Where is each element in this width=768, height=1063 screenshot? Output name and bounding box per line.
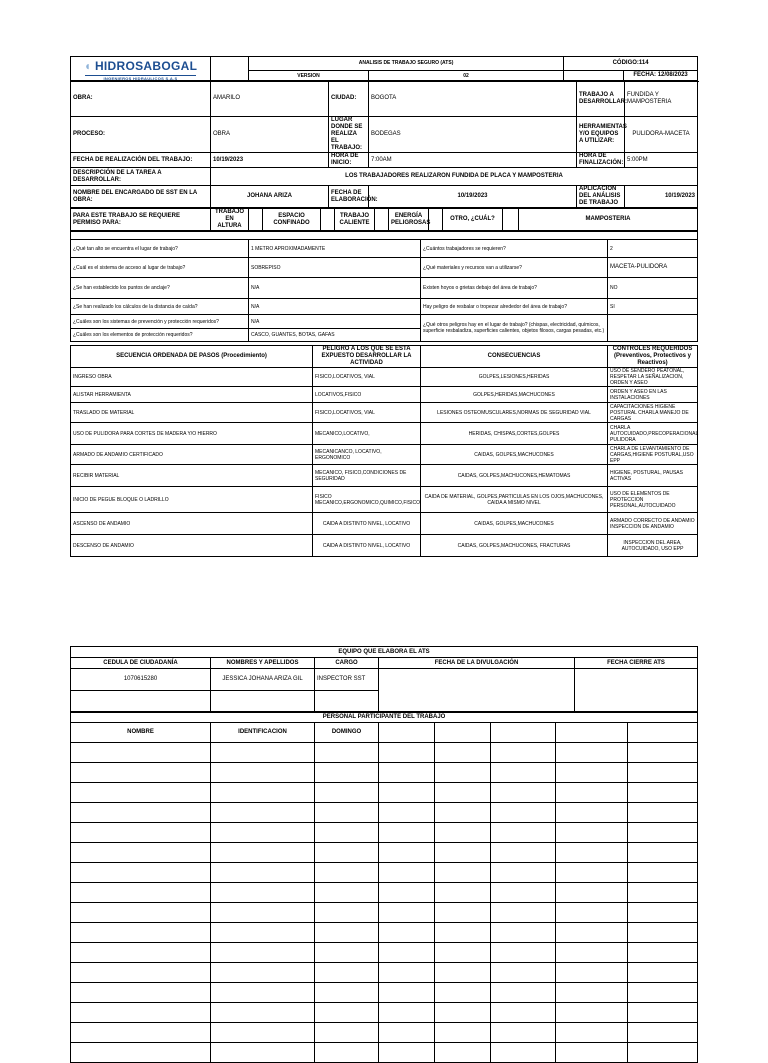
permiso-confinado: ESPACIO CONFINADO — [263, 209, 321, 231]
personal-cell[interactable] — [71, 883, 211, 903]
personal-cell[interactable] — [315, 983, 379, 1003]
personal-cell[interactable] — [379, 983, 435, 1003]
personal-cell[interactable] — [491, 983, 556, 1003]
personal-cell[interactable] — [71, 1023, 211, 1043]
personal-cell[interactable] — [71, 1003, 211, 1023]
personal-cell[interactable] — [628, 863, 698, 883]
personal-cell[interactable] — [379, 783, 435, 803]
personal-cell[interactable] — [628, 923, 698, 943]
step-control: CAPACITACIONES HIGIENE POSTURAL CHARLA MANEJO DE CARGAS — [608, 403, 698, 423]
personal-cell[interactable] — [491, 863, 556, 883]
personal-cell[interactable] — [628, 1003, 698, 1023]
step-row — [71, 513, 698, 535]
personal-cell[interactable] — [491, 963, 556, 983]
personal-cell[interactable] — [211, 743, 315, 763]
personal-cell[interactable] — [315, 763, 379, 783]
fecha-realizacion-label: FECHA DE REALIZACIÓN DEL TRABAJO: — [71, 153, 211, 168]
steps-header-peligro: PELIGRO A LOS QUE SE ESTA EXPUESTO DESARROLLAR LA ACTIVIDAD — [313, 346, 421, 368]
fecha-realizacion-value: 10/19/2023 — [211, 153, 329, 168]
personal-cell[interactable] — [211, 843, 315, 863]
permiso-confinado-checkbox[interactable] — [321, 209, 335, 231]
step-control: CHARLA AUTOCUIDADO,PRECOPERACIONAL PULIDORA — [608, 423, 698, 445]
question-text: ¿Cuántos trabajadores se requieren? — [421, 240, 608, 258]
personal-cell[interactable] — [556, 1003, 628, 1023]
hora-fin-value: 5:00PM — [625, 153, 698, 168]
encargado-value: JOHANA ARIZA — [211, 186, 329, 208]
step-control: ARMADO CORRECTO DE ANDAMIO INSPECCION DE ANDAMIO — [608, 513, 698, 535]
question-text: ¿Se han realizado los cálculos de la distancia de caída? — [71, 299, 249, 315]
personal-cell[interactable] — [435, 1003, 491, 1023]
steps-header-secuencia: SECUENCIA ORDENADA DE PASOS (Procedimiento) — [71, 346, 313, 368]
personal-cell[interactable] — [435, 923, 491, 943]
question-text: Hay peligro de resbalar o tropezar alrededor del área de trabajo? — [421, 299, 608, 315]
personal-cell[interactable] — [211, 1003, 315, 1023]
step-consecuencia: CAIDAS, GOLPES,MACHUCONES — [421, 445, 608, 465]
personal-cell[interactable] — [71, 763, 211, 783]
team-header-cedula: CEDULA DE CIUDADANÍA — [71, 658, 211, 669]
answer-text: SOBREPISO — [249, 258, 421, 278]
step-consecuencia: CAIDAS, GOLPES,MACHUCONES, FRACTURAS — [421, 535, 608, 557]
step-paso: ASCENSO DE ANDAMIO — [71, 513, 313, 535]
permiso-label: PARA ESTE TRABAJO SE REQUIERE PERMISO PARA: — [71, 209, 211, 231]
personal-cell[interactable] — [71, 943, 211, 963]
personal-cell[interactable] — [491, 883, 556, 903]
personal-cell[interactable] — [435, 803, 491, 823]
personal-cell[interactable] — [556, 903, 628, 923]
proceso-label: PROCESO: — [71, 117, 211, 153]
personal-cell[interactable] — [315, 963, 379, 983]
personal-cell[interactable] — [435, 1023, 491, 1043]
personal-cell[interactable] — [491, 1003, 556, 1023]
personal-cell[interactable] — [315, 943, 379, 963]
step-control: ORDEN Y ASEO EN LAS INSTALACIONES — [608, 387, 698, 403]
step-peligro: MECANICO, FISICO,CONDICIONES DE SEGURIDAD — [313, 465, 421, 487]
personal-cell[interactable] — [435, 963, 491, 983]
personal-cell[interactable] — [379, 803, 435, 823]
personal-cell[interactable] — [491, 903, 556, 923]
question-text: ¿Cuáles son los elementos de protección requeridos? — [71, 329, 249, 342]
personal-cell[interactable] — [211, 903, 315, 923]
personal-row — [71, 763, 698, 783]
step-control: CHARLA DE LEVANTAMIENTO DE CARGAS,HIGIENE POSTURAL,USO EPP — [608, 445, 698, 465]
answer-text: 2 — [608, 240, 698, 258]
personal-cell[interactable] — [491, 943, 556, 963]
personal-row — [71, 1043, 698, 1063]
document-date: FECHA: 12/08/2023 — [624, 70, 698, 81]
personal-cell[interactable] — [491, 1043, 556, 1063]
personal-cell[interactable] — [211, 823, 315, 843]
step-consecuencia: HERIDAS, CHISPAS,CORTES,GOLPES — [421, 423, 608, 445]
personal-cell[interactable] — [556, 743, 628, 763]
proceso-value: OBRA — [211, 117, 329, 153]
personal-row — [71, 903, 698, 923]
obra-value: AMARILO — [211, 81, 329, 117]
personal-cell[interactable] — [435, 943, 491, 963]
personal-cell[interactable] — [556, 803, 628, 823]
personal-row — [71, 863, 698, 883]
question-text: Existen hoyos o grietas debajo del área de trabajo? — [421, 278, 608, 299]
document-title: ANALISIS DE TRABAJO SEGURO (ATS) — [249, 57, 564, 71]
document-code: CÓDIGO:114 — [564, 57, 698, 71]
step-paso: TRASLADO DE MATERIAL — [71, 403, 313, 423]
team-header-cargo: CARGO — [315, 658, 379, 669]
descripcion-value: LOS TRABAJADORES REALIZARON FUNDIDA DE PLACA Y MAMPOSTERIA — [211, 168, 698, 186]
step-row — [71, 487, 698, 513]
step-row — [71, 535, 698, 557]
step-paso: USO DE PULIDORA PARA CORTES DE MADERA Y/O HIERRO — [71, 423, 313, 445]
personal-cell[interactable] — [556, 943, 628, 963]
aplicacion-value: 10/19/2023 — [625, 186, 698, 208]
personal-cell[interactable] — [435, 883, 491, 903]
personal-row — [71, 1023, 698, 1043]
personal-cell[interactable] — [556, 843, 628, 863]
version-value: 02 — [369, 70, 564, 81]
personal-cell[interactable] — [71, 963, 211, 983]
answer-text: CASCO, GUANTES, BOTAS, GAFAS — [249, 329, 421, 342]
personal-cell[interactable] — [628, 783, 698, 803]
step-consecuencia: CAIDAS, GOLPES,MACHUCONES — [421, 513, 608, 535]
personal-cell[interactable] — [211, 983, 315, 1003]
personal-cell[interactable] — [556, 983, 628, 1003]
personal-cell[interactable] — [628, 823, 698, 843]
step-peligro: LOCATIVOS,FISICO — [313, 387, 421, 403]
personal-cell[interactable] — [628, 983, 698, 1003]
step-peligro: CAIDA A DISTINTO NIVEL, LOCATIVO — [313, 513, 421, 535]
question-text: ¿Cuál es el sistema de acceso al lugar de trabajo? — [71, 258, 249, 278]
personal-cell[interactable] — [71, 923, 211, 943]
personal-cell[interactable] — [379, 963, 435, 983]
personal-cell[interactable] — [491, 743, 556, 763]
personal-cell[interactable] — [556, 883, 628, 903]
personal-cell[interactable] — [379, 1043, 435, 1063]
personal-cell[interactable] — [628, 1043, 698, 1063]
personal-cell[interactable] — [435, 1043, 491, 1063]
answer-text: MACETA-PULIDORA — [608, 258, 698, 278]
personal-cell[interactable] — [379, 883, 435, 903]
personal-row — [71, 883, 698, 903]
team-table — [70, 646, 698, 713]
personal-cell[interactable] — [556, 1043, 628, 1063]
personal-cell[interactable] — [379, 943, 435, 963]
permiso-altura: TRABAJO EN ALTURA — [211, 209, 249, 231]
personal-cell[interactable] — [491, 803, 556, 823]
personal-cell[interactable] — [435, 743, 491, 763]
step-row — [71, 368, 698, 387]
personal-cell[interactable] — [71, 783, 211, 803]
permiso-cual-value: MAMPOSTERIA — [519, 209, 698, 231]
step-consecuencia: GOLPES,LESIONES,HERIDAS — [421, 368, 608, 387]
personal-cell[interactable] — [556, 823, 628, 843]
personal-cell[interactable] — [71, 983, 211, 1003]
personal-cell[interactable] — [315, 783, 379, 803]
step-row — [71, 403, 698, 423]
answer-text: SI — [608, 299, 698, 315]
personal-row — [71, 843, 698, 863]
answer-text: N/A — [249, 278, 421, 299]
questions-table — [70, 231, 698, 342]
personal-cell[interactable] — [211, 963, 315, 983]
personal-cell[interactable] — [628, 963, 698, 983]
personal-cell[interactable] — [556, 1023, 628, 1043]
personal-cell[interactable] — [315, 823, 379, 843]
personal-rows — [71, 743, 698, 1063]
team-header-nombres: NOMBRES Y APELLIDOS — [211, 658, 315, 669]
team-row — [71, 669, 698, 691]
personal-cell[interactable] — [435, 763, 491, 783]
step-control: HIGIENE, POSTURAL, PAUSAS ACTIVAS — [608, 465, 698, 487]
steps-header-controles: CONTROLES REQUERIDOS (Preventivos, Protectivos y Reactivos) — [608, 346, 698, 368]
herramientas-value: PULIDORA-MACETA — [625, 117, 698, 153]
personal-cell[interactable] — [628, 1023, 698, 1043]
step-row — [71, 445, 698, 465]
trabajo-value: FUNDIDA Y MAMPOSTERIA — [625, 81, 698, 117]
step-paso: ARMADO DE ANDAMIO CERTIFICADO — [71, 445, 313, 465]
obra-label: OBRA: — [71, 81, 211, 117]
personal-cell[interactable] — [628, 943, 698, 963]
personal-cell[interactable] — [315, 803, 379, 823]
step-consecuencia: CAIDAS, GOLPES,MACHUCONES,HEMATOMAS — [421, 465, 608, 487]
personal-cell[interactable] — [315, 1043, 379, 1063]
step-peligro: MECANICANCO, LOCATIVO, ERGONOMICO — [313, 445, 421, 465]
answer-text: N/A — [249, 299, 421, 315]
question-row — [71, 315, 698, 329]
personal-cell[interactable] — [491, 823, 556, 843]
personal-cell[interactable] — [491, 843, 556, 863]
personal-cell[interactable] — [71, 803, 211, 823]
steps-header-consecuencias: CONSECUENCIAS — [421, 346, 608, 368]
personal-cell[interactable] — [379, 843, 435, 863]
personal-cell[interactable] — [211, 1043, 315, 1063]
personal-cell[interactable] — [379, 743, 435, 763]
step-peligro: MECANICO,LOCATIVO, — [313, 423, 421, 445]
personal-row — [71, 983, 698, 1003]
personal-cell[interactable] — [556, 783, 628, 803]
personal-cell[interactable] — [628, 743, 698, 763]
personal-cell[interactable] — [315, 1003, 379, 1023]
step-paso: INICIO DE PEGUE BLOQUE O LADRILLO — [71, 487, 313, 513]
step-paso: INGRESO OBRA — [71, 368, 313, 387]
personal-cell[interactable] — [315, 863, 379, 883]
personal-cell[interactable] — [628, 903, 698, 923]
team-cargo: INSPECTOR SST — [315, 669, 379, 691]
answer-text: NO — [608, 278, 698, 299]
question-row — [71, 299, 698, 315]
team-cedula: 1070615280 — [71, 669, 211, 691]
trabajo-label: TRABAJO A DESARROLLAR: — [577, 81, 625, 117]
permisos-table — [70, 208, 698, 231]
ciudad-value: BOGOTA — [369, 81, 577, 117]
team-nombre: JESSICA JOHANA ARIZA GIL — [211, 669, 315, 691]
personal-cell[interactable] — [379, 823, 435, 843]
permiso-energia-checkbox[interactable] — [429, 209, 443, 231]
permiso-energia: ENERGÍA PELIGROSAS — [389, 209, 429, 231]
personal-cell[interactable] — [379, 903, 435, 923]
team-header-fecha-cierre: FECHA CIERRE ATS — [575, 658, 698, 669]
step-paso: RECIBIR MATERIAL — [71, 465, 313, 487]
personal-header-nombre: NOMBRE — [71, 723, 211, 743]
personal-row — [71, 823, 698, 843]
personal-row — [71, 943, 698, 963]
personal-row — [71, 743, 698, 763]
fecha-elaboracion-value: 10/19/2023 — [369, 186, 577, 208]
personal-cell[interactable] — [379, 923, 435, 943]
step-control: USO DE ELEMENTOS DE PROTECCION PERSONAL,AUTOCUIDADO — [608, 487, 698, 513]
permiso-otro: OTRO, ¿CUÁL? — [443, 209, 503, 231]
personal-cell[interactable] — [435, 843, 491, 863]
question-row — [71, 278, 698, 299]
personal-cell[interactable] — [71, 903, 211, 923]
permiso-altura-checkbox[interactable] — [249, 209, 263, 231]
step-consecuencia: GOLPES,HERIDAS,MACHUCONES — [421, 387, 608, 403]
personal-cell[interactable] — [315, 903, 379, 923]
step-consecuencia: LESIONES OSTEOMUSCULARES,NORMAS DE SEGURIDAD VIAL — [421, 403, 608, 423]
ciudad-label: CIUDAD: — [329, 81, 369, 117]
hora-inicio-label: HORA DE INICIO: — [329, 153, 369, 168]
step-paso: ALISTAR HERRAMIENTA — [71, 387, 313, 403]
personal-cell[interactable] — [491, 763, 556, 783]
answer-text: N/A — [249, 315, 421, 329]
personal-cell[interactable] — [71, 863, 211, 883]
question-text: ¿Qué otros peligros hay en el lugar de trabajo? (chispas, electricidad, químicos, superficie resbaladiza, superficies calientes, objetos filosos, cargas pesadas, etc.) — [421, 315, 608, 342]
question-text: ¿Qué tan alto se encuentra el lugar de trabajo? — [71, 240, 249, 258]
personal-cell[interactable] — [491, 1023, 556, 1043]
descripcion-label: DESCRIPCIÓN DE LA TAREA A DESARROLLAR: — [71, 168, 211, 186]
personal-cell[interactable] — [435, 823, 491, 843]
step-paso: DESCENSO DE ANDAMIO — [71, 535, 313, 557]
personal-cell[interactable] — [211, 923, 315, 943]
personal-cell[interactable] — [628, 763, 698, 783]
lugar-value: BODEGAS — [369, 117, 577, 153]
personal-title: PERSONAL PARTICIPANTE DEL TRABAJO — [71, 712, 698, 723]
personal-cell[interactable] — [71, 743, 211, 763]
personal-cell[interactable] — [71, 843, 211, 863]
permiso-caliente: TRABAJO CALIENTE — [335, 209, 375, 231]
personal-cell[interactable] — [435, 863, 491, 883]
personal-cell[interactable] — [211, 863, 315, 883]
answer-text — [608, 315, 698, 342]
question-text: ¿Qué materiales y recursos van a utilizarse? — [421, 258, 608, 278]
personal-cell[interactable] — [556, 963, 628, 983]
hora-fin-label: HORA DE FINALIZACIÓN: — [577, 153, 625, 168]
personal-cell[interactable] — [211, 783, 315, 803]
aplicacion-label: APLICACION DEL ANÁLISIS DE TRABAJO — [577, 186, 625, 208]
personal-cell[interactable] — [211, 943, 315, 963]
personal-header-identificacion: IDENTIFICACION — [211, 723, 315, 743]
personal-cell[interactable] — [435, 783, 491, 803]
step-peligro: FISICO,LOCATIVOS, VIAL — [313, 368, 421, 387]
personal-cell[interactable] — [211, 803, 315, 823]
question-row — [71, 240, 698, 258]
step-row — [71, 387, 698, 403]
step-peligro: FISICO,LOCATIVOS, VIAL — [313, 403, 421, 423]
ats-info-table — [70, 80, 698, 208]
lugar-label: LUGAR DONDE SE REALIZA EL TRABAJO: — [329, 117, 369, 153]
personal-cell[interactable] — [379, 863, 435, 883]
personal-cell[interactable] — [315, 883, 379, 903]
personal-cell[interactable] — [71, 1043, 211, 1063]
permiso-otro-checkbox[interactable] — [503, 209, 519, 231]
personal-cell[interactable] — [315, 923, 379, 943]
team-header-fecha-divulgacion: FECHA DE LA DIVULGACIÓN — [379, 658, 575, 669]
team-title: EQUIPO QUE ELABORA EL ATS — [71, 647, 698, 658]
personal-cell[interactable] — [315, 1023, 379, 1043]
personal-cell[interactable] — [211, 883, 315, 903]
encargado-label: NOMBRE DEL ENCARGADO DE SST EN LA OBRA: — [71, 186, 211, 208]
step-row — [71, 465, 698, 487]
personal-cell[interactable] — [315, 843, 379, 863]
personal-cell[interactable] — [628, 883, 698, 903]
answer-text: 1 METRO APROXIMADAMENTE — [249, 240, 421, 258]
fecha-elaboracion-label: FECHA DE ELABORACIÓN: — [329, 186, 369, 208]
step-control: USO DE SENDERO PEATONAL, RESPETAR LA SEÑALIZACION, ORDEN Y ASEO — [608, 368, 698, 387]
step-peligro: CAIDA A DISTINTO NIVEL, LOCATIVO — [313, 535, 421, 557]
personal-cell[interactable] — [491, 783, 556, 803]
version-label: VERSION — [249, 70, 369, 81]
question-text: ¿Cuáles son los sistemas de prevención y protección requeridos? — [71, 315, 249, 329]
personal-cell[interactable] — [379, 1023, 435, 1043]
personal-cell[interactable] — [379, 1003, 435, 1023]
company-logo — [71, 57, 211, 82]
company-subtitle: INGENIEROS HIDRAULICOS S.A.S — [85, 75, 196, 81]
personal-header-domingo: DOMINGO — [315, 723, 379, 743]
personal-cell[interactable] — [211, 1023, 315, 1043]
personal-cell[interactable] — [628, 843, 698, 863]
logo-swoosh-icon: ◖ — [83, 59, 92, 73]
ats-header-table — [70, 56, 698, 82]
personal-cell[interactable] — [71, 823, 211, 843]
personal-row — [71, 803, 698, 823]
personal-cell[interactable] — [315, 743, 379, 763]
personal-cell[interactable] — [435, 903, 491, 923]
step-consecuencia: CAIDA DE MATERIAL, GOLPES,PARTICULAS EN LOS OJOS,MACHUCONES, CAIDA A MISMO NIVEL — [421, 487, 608, 513]
step-peligro: FISICO MECANICO,ERGONOMICO,QUIMICO,FISICO — [313, 487, 421, 513]
personal-row — [71, 963, 698, 983]
personal-cell[interactable] — [379, 763, 435, 783]
hora-inicio-value: 7:00AM — [369, 153, 577, 168]
personal-cell[interactable] — [628, 803, 698, 823]
personal-cell[interactable] — [211, 763, 315, 783]
herramientas-label: HERRAMIENTAS Y/O EQUIPOS A UTILIZAR: — [577, 117, 625, 153]
personal-cell[interactable] — [491, 923, 556, 943]
company-name: HIDROSABOGAL — [94, 59, 198, 73]
permiso-caliente-checkbox[interactable] — [375, 209, 389, 231]
steps-table — [70, 345, 698, 557]
personal-table — [70, 711, 698, 1063]
question-row — [71, 258, 698, 278]
personal-row — [71, 1003, 698, 1023]
personal-row — [71, 783, 698, 803]
personal-cell[interactable] — [556, 763, 628, 783]
personal-cell[interactable] — [556, 863, 628, 883]
step-control: INSPECCION DEL AREA, AUTOCUIDADO, USO EPP — [608, 535, 698, 557]
step-row — [71, 423, 698, 445]
personal-cell[interactable] — [435, 983, 491, 1003]
personal-row — [71, 923, 698, 943]
question-text: ¿Se han establecido los puntos de anclaje? — [71, 278, 249, 299]
personal-cell[interactable] — [556, 923, 628, 943]
